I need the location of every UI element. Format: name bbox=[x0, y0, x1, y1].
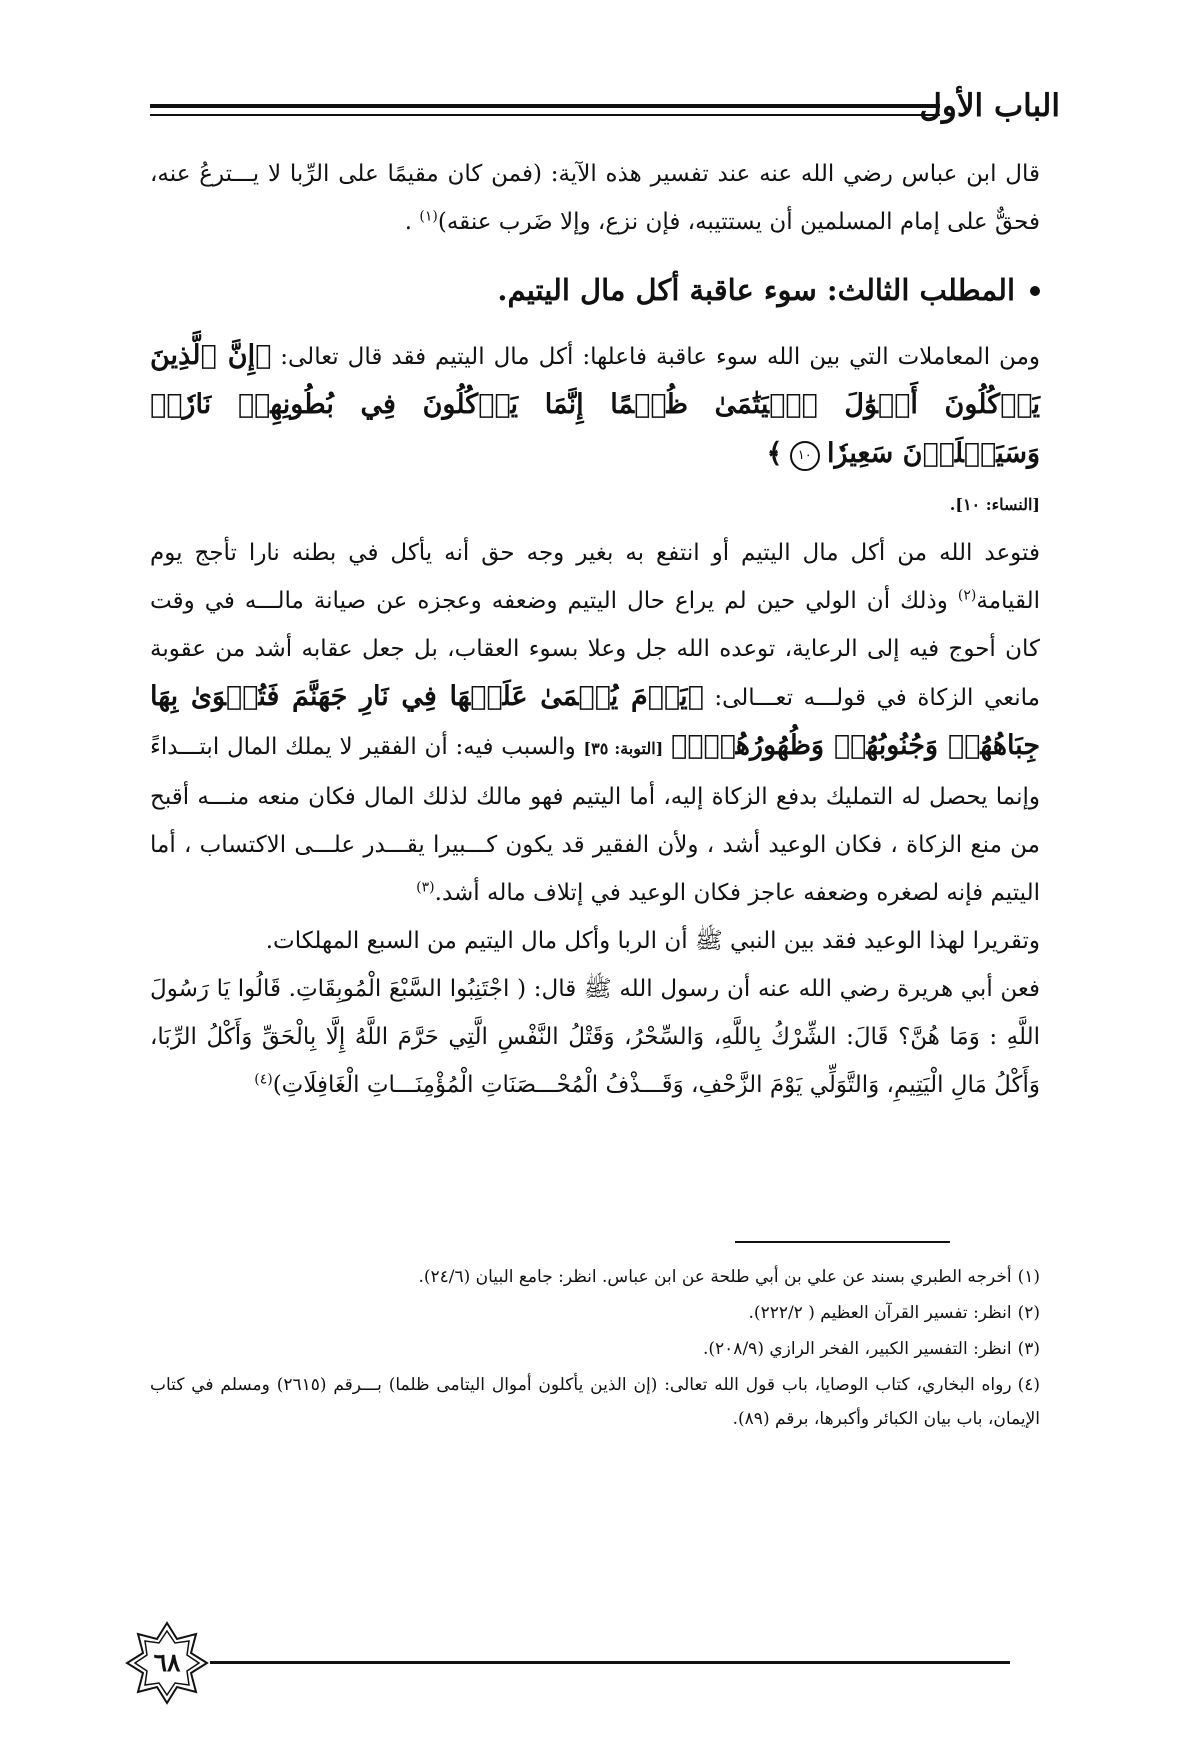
footnote-ref-4[interactable]: (٤) bbox=[254, 1071, 273, 1088]
ayah-number-icon: ١٠ bbox=[790, 441, 820, 471]
quran-bracket-close: ﴾ bbox=[766, 438, 783, 469]
footnote-ref-3[interactable]: (٣) bbox=[416, 879, 435, 896]
paragraph-intro bbox=[150, 332, 1040, 529]
footnote-text: أخرجه الطبري بسند عن علي بن أبي طلحة عن ابن عباس. انظر: جامع البيان (٢٤/٦). bbox=[418, 1267, 1012, 1287]
paragraph-text: والسبب فيه: أن الفقير لا يملك المال ابتـــداءً وإنما يحصل له التمليك بدفع الزكاة إليه، أما اليتيم فهو مالك لذلك المال فكان منعه منـــه أقبح من منع الزكاة ، فكان الوعيد أشد ، ولأن الفقير قد يكون كـــبيرا يقـــدر علـــى الاكتساب ، أما اليتيم فإنه لصغره وضعفه عاجز فكان الوعيد في إتلاف ماله أشد. bbox=[150, 734, 1040, 906]
hadith-text bbox=[150, 965, 1040, 1109]
header-rule-thin bbox=[150, 114, 940, 116]
footnote-text: رواه البخاري، كتاب الوصايا، باب قول الله تعالى: (إن الذين يأكلون أموال اليتامى ظلما) بـــرقم (٢٦١٥) ومسلم في كتاب الإيمان، باب بيان الكبائر وأكبرها، برقم (٨٩). bbox=[150, 1375, 1040, 1429]
paragraph-text: قال ابن عباس رضي الله عنه عند تفسير هذه الآية: (فمن كان مقيمًا على الرِّبا لا يـــترعُ عنه، فحقٌّ على إمام المسلمين أن يستتيبه، فإن نزع، وإلا ضَرب عنقه) bbox=[150, 161, 1040, 235]
footnote-item bbox=[150, 1332, 1040, 1366]
footnote-text: انظر: التفسير الكبير، الفخر الرازي (٢٠٨/٩). bbox=[703, 1339, 1012, 1359]
footnote-number: (٢) bbox=[1017, 1303, 1040, 1323]
footnote-ref-1[interactable]: (١) bbox=[419, 208, 438, 225]
footnote-number: (٣) bbox=[1017, 1339, 1040, 1359]
footnote-item bbox=[150, 1296, 1040, 1330]
paragraph-text: وتقريرا لهذا الوعيد فقد بين النبي ﷺ أن الربا وأكل مال اليتيم من السبع المهلكات. bbox=[265, 928, 1040, 954]
footer-rule bbox=[210, 1661, 1010, 1664]
hadith-body: فعن أبي هريرة رضي الله عنه أن رسول الله ﷺ قال: ( اجْتَنِبُوا السَّبْعَ الْمُوبِقَاتِ. قَالُوا يَا رَسُولَ اللَّهِ : وَمَا هُنَّ؟ قَالَ: الشِّرْكُ بِاللَّهِ، وَالسِّحْرُ، وَقَتْلُ النَّفْسِ الَّتِي حَرَّمَ اللَّهُ إِلَّا بِالْحَقِّ وَأَكْلُ الرِّبَا، وَأَكْلُ مَالِ الْيَتِيمِ، وَالتَّوَلِّي يَوْمَ الزَّحْفِ، وَقَـــذْفُ الْمُحْـــصَنَاتِ الْمُؤْمِنَـــاتِ الْغَافِلَاتِ) bbox=[150, 976, 1040, 1098]
section-heading-text: المطلب الثالث: سوء عاقبة أكل مال اليتيم. bbox=[497, 273, 1015, 307]
page-number-ornament bbox=[125, 1621, 209, 1705]
footnote-separator bbox=[735, 1241, 950, 1243]
paragraph-text: وذلك أن الولي حين لم يراع حال اليتيم وضعفه وعجزه عن صيانة مالـــه في وقت كان أحوج فيه إلى الرعاية، توعده الله جل وعلا بسوء العقاب، بل جعل عقابه أشد من عقوبة مانعي الزكاة في قولـــه تعـــالى: bbox=[150, 588, 1040, 711]
paragraph-text: فتوعد الله من أكل مال اليتيم أو انتفع به بغير وجه حق أنه يأكل في بطنه نارا تأجج يوم القيامة bbox=[150, 540, 1040, 614]
header-rule-thick bbox=[150, 104, 940, 108]
section-heading bbox=[150, 266, 1040, 314]
footnote-number: (١) bbox=[1017, 1267, 1040, 1287]
page-number: ٦٨ bbox=[153, 1648, 181, 1677]
chapter-title: الباب الأول bbox=[919, 88, 1060, 124]
footnote-item bbox=[150, 1260, 1040, 1294]
main-text bbox=[150, 150, 1040, 1109]
paragraph-seven-sins bbox=[150, 917, 1040, 965]
quran-verse-tawbah: ﴿يَوۡمَ يُحۡمَىٰ عَلَيۡهَا فِي نَارِ جَهَنَّمَ فَتُكۡوَىٰ بِهَا جِبَاهُهُمۡ وَجُنُوبُهُمۡ وَظُهُورُهُمۡۖ﴾ bbox=[150, 681, 1041, 761]
running-header bbox=[150, 86, 1060, 126]
bullet-icon bbox=[1030, 286, 1040, 296]
paragraph-text: ومن المعاملات التي بين الله سوء عاقبة فاعلها: أكل مال اليتيم فقد قال تعالى: bbox=[280, 344, 1040, 370]
footnotes bbox=[150, 1260, 1040, 1438]
quran-verse-nisa: ﴿إِنَّ ٱلَّذِينَ يَأۡكُلُونَ أَمۡوَٰلَ ٱلۡيَتَٰمَىٰ ظُلۡمًا إِنَّمَا يَأۡكُلُونَ فِي بُطُونِهِمۡ نَارٗاۖ وَسَيَصۡلَوۡنَ سَعِيرٗا bbox=[150, 340, 1040, 469]
paragraph-ibn-abbas: قال ابن عباس رضي الله عنه عند تفسير هذه الآية: (فمن كان مقيمًا على الرِّبا لا يـــترعُ عنه، فحقٌّ على إمام المسلمين أن يستتيبه، فإن نزع، وإلا ضَرب عنقه)$^{(١)}$ . bbox=[150, 161, 1040, 235]
quran-citation-tawbah: [التوبة: ٣٥] bbox=[583, 739, 664, 758]
footnote-ref-2[interactable]: (٢) bbox=[957, 587, 977, 604]
footnote-text: انظر: تفسير القرآن العظيم ( ٢٢٢/٢). bbox=[748, 1303, 1012, 1323]
paragraph-threat bbox=[150, 529, 1040, 917]
quran-citation-nisa: [النساء: ١٠]. bbox=[949, 495, 1040, 514]
footnote-number: (٤) bbox=[1017, 1375, 1040, 1395]
footnote-item bbox=[150, 1368, 1040, 1436]
